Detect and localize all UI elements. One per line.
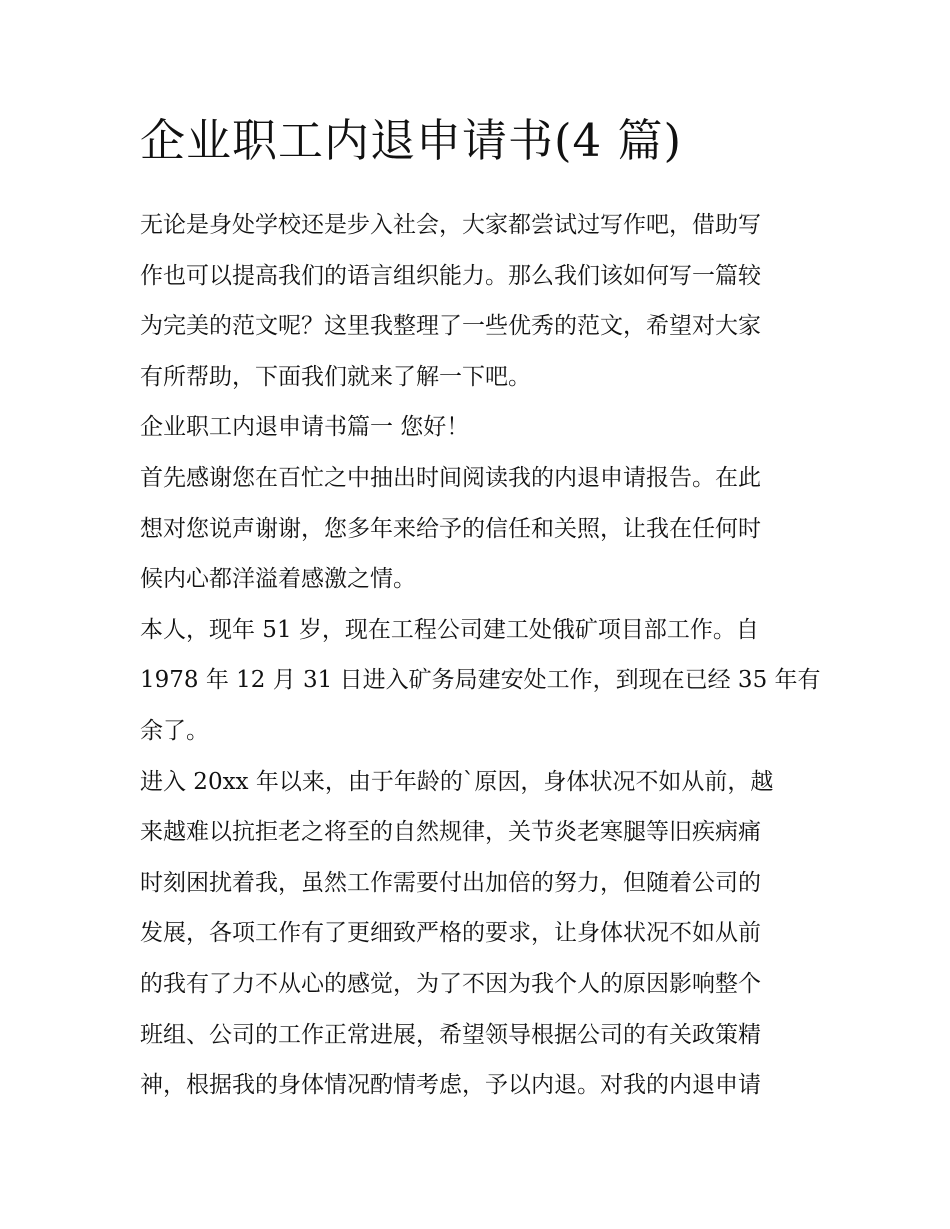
text-line: 本人，现年 51 岁，现在工程公司建工处俄矿项目部工作。自 [140,616,759,643]
text-line: 有所帮助，下面我们就来了解一下吧。 [140,363,531,390]
paragraph-intro [140,200,820,402]
text-line: 余了。 [140,717,209,744]
text-line: 神，根据我的身体情况酌情考虑，予以内退。对我的内退申请 [140,1072,761,1099]
text-line: 的我有了力不从心的感觉，为了不因为我个人的原因影响整个 [140,970,761,997]
text-line: 时刻困扰着我，虽然工作需要付出加倍的努力，但随着公司的 [140,869,761,896]
text-line: 作也可以提高我们的语言组织能力。那么我们该如何写一篇较 [140,262,761,289]
text-line: 候内心都洋溢着感激之情。 [140,566,416,593]
text-line: 1978 年 12 月 31 日进入矿务局建安处工作，到现在已经 35 年有 [140,667,821,694]
paragraph-heading-greeting [140,402,820,453]
paragraph-reason [140,757,820,1111]
text-line: 首先感谢您在百忙之中抽出时间阅读我的内退申请报告。在此 [140,464,761,491]
paragraph-thanks [140,453,820,605]
paragraph-personal-info [140,605,820,757]
text-line: 企业职工内退申请书篇一 您好！ [140,414,470,441]
text-line: 进入 20xx 年以来，由于年龄的`原因，身体状况不如从前，越 [140,768,774,795]
text-line: 发展，各项工作有了更细致严格的要求，让身体状况不如从前 [140,920,761,947]
text-line: 无论是身处学校还是步入社会，大家都尝试过写作吧，借助写 [140,212,761,238]
text-line: 想对您说声谢谢，您多年来给予的信任和关照，让我在任何时 [140,515,761,542]
text-line: 为完美的范文呢？这里我整理了一些优秀的范文，希望对大家 [140,313,761,340]
document-body [140,200,820,1111]
document-title: 企业职工内退申请书(4 篇) [140,114,683,167]
text-line: 班组、公司的工作正常进展，希望领导根据公司的有关政策精 [140,1021,761,1048]
text-line: 来越难以抗拒老之将至的自然规律，关节炎老寒腿等旧疾病痛 [140,819,761,846]
